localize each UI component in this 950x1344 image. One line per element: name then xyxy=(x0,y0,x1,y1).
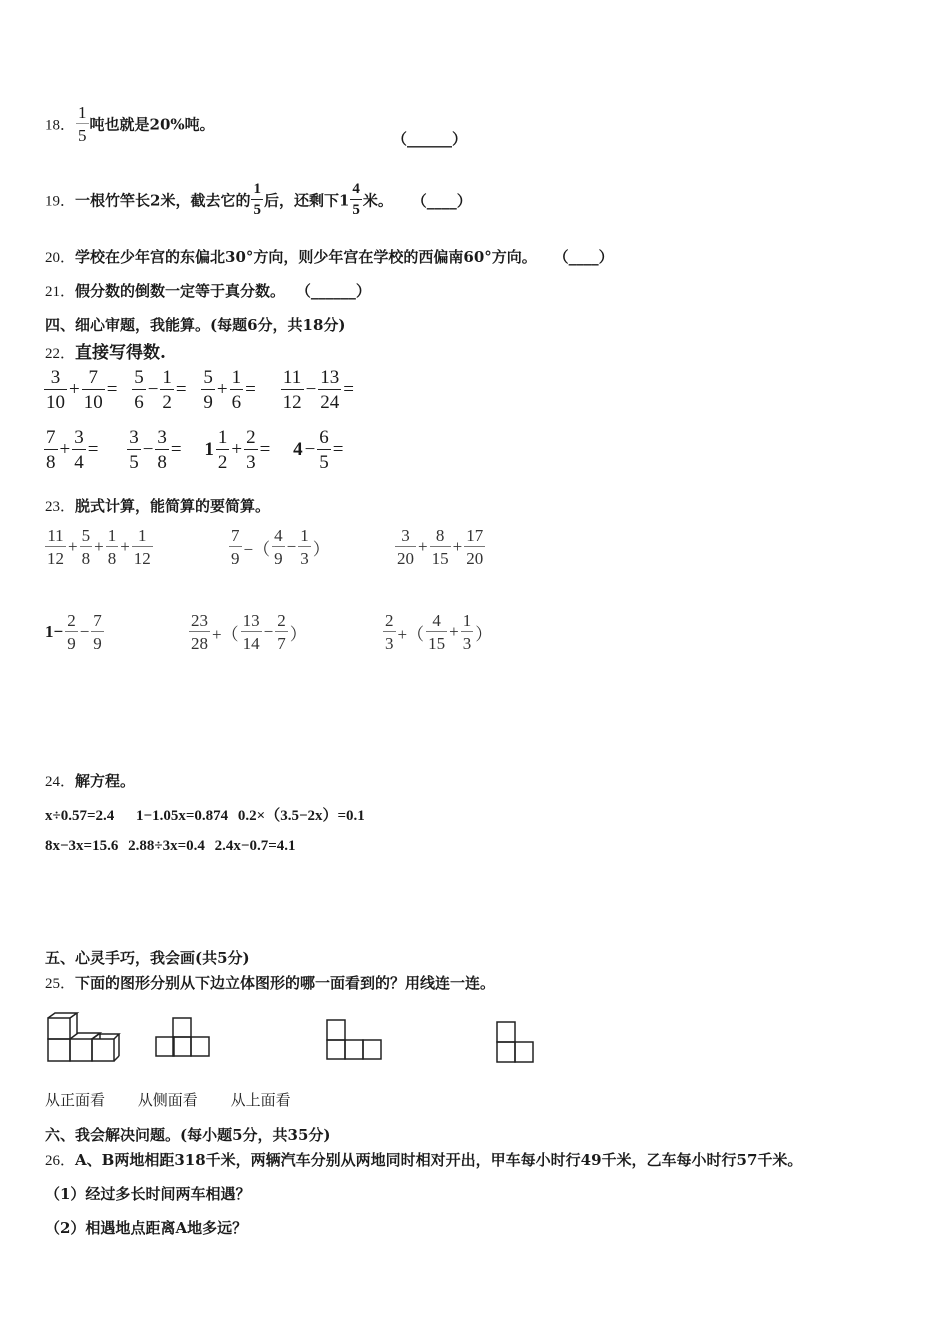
question-text: 下面的图形分别从下边立体图形的哪一面看到的？用线连一连。 xyxy=(75,974,496,992)
q22-row-2 xyxy=(43,428,345,472)
question-number: 24． xyxy=(45,774,76,790)
answer-blank[interactable]: （____） xyxy=(411,191,472,210)
equation: 1−1.05x=0.874 xyxy=(136,808,229,824)
q23-expression-3: $\frac{3}{20}$ + $\frac{8}{15}$ + $\frac{17}{20}$ xyxy=(397,526,484,568)
answer-blank[interactable]: （______） xyxy=(295,282,371,300)
q23-expression-1: $\frac{11}{12}$ + $\frac{5}{8}$ + $\frac{1}{8}$ + $\frac{1}{12}$ xyxy=(47,526,151,568)
fraction: $\frac{1}{5}$ xyxy=(253,181,261,218)
answer-blank[interactable]: （______） xyxy=(392,130,468,148)
solid-figure-3d xyxy=(47,1012,119,1062)
expression: $\frac{5}{6}$ − $\frac{1}{2}$ = xyxy=(134,367,187,413)
question-number: 19． xyxy=(45,193,76,210)
question-number: 25． xyxy=(45,976,76,992)
equation-line-2 xyxy=(45,838,296,855)
question-number: 21． xyxy=(45,284,76,300)
question-text: 后，还剩下1 xyxy=(263,191,350,210)
question-26 xyxy=(45,1149,802,1170)
view-shape-1 xyxy=(155,1016,211,1058)
question-text: A、B两地相距318千米，两辆汽车分别从两地同时相对开出，甲车每小时行49千米，乙车每小时行57千米。 xyxy=(75,1151,803,1169)
question-25 xyxy=(45,972,495,993)
section-title: 六、我会解决问题。(每小题5分，共35分) xyxy=(45,1126,331,1144)
expression: 4 − $\frac{6}{5}$ = xyxy=(293,427,344,473)
expression: $\frac{5}{9}$ + $\frac{1}{6}$ = xyxy=(203,367,256,413)
question-text: 一根竹竿长2米，截去它的 xyxy=(75,191,251,210)
question-19 xyxy=(45,182,472,218)
question-number: 18． xyxy=(45,117,76,134)
section-title: 四、细心审题，我能算。(每题6分，共18分) xyxy=(45,316,346,334)
question-text: 米。 xyxy=(362,191,393,210)
expression: $\frac{7}{8}$ + $\frac{3}{4}$ = xyxy=(46,427,99,473)
sub-question-1: （1）经过多长时间两车相遇？ xyxy=(45,1185,251,1203)
label-side-view: 从侧面看 xyxy=(137,1091,198,1109)
q23-expression-5: $\frac{23}{28}$ +（ $\frac{13}{14}$ − $\frac{2}{7}$ ） xyxy=(191,611,307,653)
equation-line-1 xyxy=(45,804,365,825)
question-21 xyxy=(45,280,371,301)
expression: 1 $\frac{1}{2}$ + $\frac{2}{3}$ = xyxy=(204,427,271,473)
q22-row-1 xyxy=(43,368,355,412)
view-shape-3 xyxy=(496,1020,536,1066)
fraction: $\frac{1}{5}$ xyxy=(78,103,87,145)
section-title: 五、心灵手巧，我会画(共5分) xyxy=(45,949,250,967)
expression: $\frac{3}{10}$ + $\frac{7}{10}$ = xyxy=(46,367,118,413)
question-18 xyxy=(45,104,215,144)
question-20 xyxy=(45,246,614,267)
question-text: 学校在少年宫的东偏北30°方向，则少年宫在学校的西偏南60°方向。 xyxy=(75,248,537,266)
q23-expression-6: $\frac{2}{3}$ +（ $\frac{4}{15}$ + $\frac{1}{3}$ ） xyxy=(385,611,493,653)
expression: $\frac{11}{12}$ − $\frac{13}{24}$ = xyxy=(282,367,354,413)
answer-blank[interactable]: （____） xyxy=(553,248,614,266)
question-number: 22． xyxy=(45,346,76,362)
view-labels xyxy=(45,1089,291,1110)
question-text: 吨也就是20%吨。 xyxy=(89,115,215,134)
question-text: 直接写得数. xyxy=(75,343,166,363)
question-22-title xyxy=(45,338,166,363)
view-shape-2 xyxy=(326,1018,382,1060)
question-number: 23． xyxy=(45,499,76,515)
label-top-view: 从上面看 xyxy=(230,1091,291,1109)
question-number: 20． xyxy=(45,250,76,266)
equation: 0.2×（3.5−2x）=0.1 xyxy=(237,808,365,824)
question-23-title xyxy=(45,495,270,516)
question-number: 26． xyxy=(45,1153,76,1169)
equation: 2.4x−0.7=4.1 xyxy=(214,838,296,854)
q23-expression-2: $\frac{7}{9}$ −（ $\frac{4}{9}$ − $\frac{1}{3}$ ） xyxy=(231,526,330,568)
equation: x÷0.57=2.4 xyxy=(45,808,115,824)
label-front-view: 从正面看 xyxy=(45,1091,106,1109)
sub-question-2: （2）相遇地点距离A地多远？ xyxy=(45,1219,248,1237)
equation: 2.88÷3x=0.4 xyxy=(128,838,205,854)
question-24-title xyxy=(45,770,135,791)
question-text: 假分数的倒数一定等于真分数。 xyxy=(75,282,286,300)
q23-expression-4: 1− $\frac{2}{9}$ − $\frac{7}{9}$ xyxy=(45,611,102,653)
expression: $\frac{3}{5}$ − $\frac{3}{8}$ = xyxy=(129,427,182,473)
fraction: $\frac{4}{5}$ xyxy=(352,181,360,218)
question-text: 脱式计算，能简算的要简算。 xyxy=(75,497,271,515)
equation: 8x−3x=15.6 xyxy=(45,838,119,854)
question-text: 解方程。 xyxy=(75,772,136,790)
